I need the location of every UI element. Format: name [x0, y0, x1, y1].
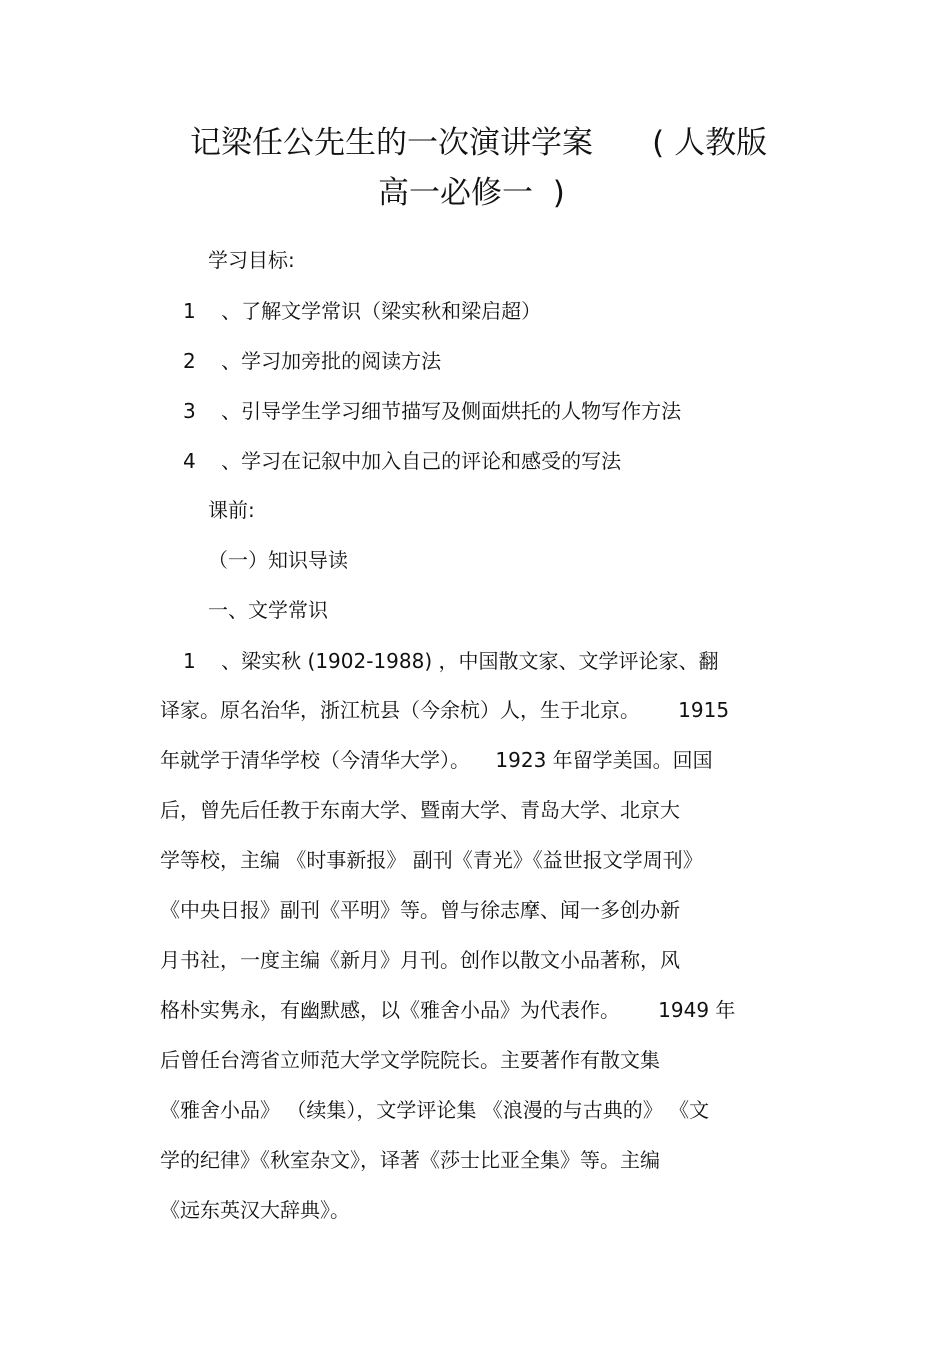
paragraph-line: 学等校，主编 《时事新报》 副刊《青光》《益世报文学周刊》 — [160, 848, 703, 872]
objective-item: 4 、学习在记叙中加入自己的评论和感受的写法 — [183, 449, 622, 473]
paragraph-line: 后曾任台湾省立师范大学文学院院长。主要著作有散文集 — [160, 1048, 660, 1072]
paragraph-line: 月书社，一度主编《新月》月刊。创作以散文小品著称，风 — [160, 948, 680, 972]
objective-item: 2 、学习加旁批的阅读方法 — [183, 349, 442, 373]
section-heading: （一）知识导读 — [208, 548, 348, 572]
paragraph-line: 年就学于清华学校（今清华大学）。 1923 年留学美国。回国 — [160, 748, 713, 772]
document-title-line-1: 记梁任公先生的一次演讲学案 ( 人教版 — [190, 125, 768, 161]
paragraph-line: 《远东英汉大辞典》。 — [160, 1198, 350, 1222]
paragraph-line: 后，曾先后任教于东南大学、暨南大学、青岛大学、北京大 — [160, 798, 680, 822]
preclass-heading: 课前: — [208, 498, 255, 522]
objectives-heading: 学习目标: — [208, 248, 295, 272]
paragraph-line: 《雅舍小品》 （续集），文学评论集 《浪漫的与古典的》 《文 — [160, 1098, 710, 1122]
paragraph-line: 1 、梁实秋 (1902-1988) ，中国散文家、文学评论家、翻 — [183, 649, 719, 673]
objective-item: 1 、了解文学常识（梁实秋和梁启超） — [183, 299, 542, 323]
paragraph-line: 格朴实隽永，有幽默感，以《雅舍小品》为代表作。 1949 年 — [160, 998, 736, 1022]
paragraph-line: 译家。原名治华，浙江杭县（今余杭）人，生于北京。 1915 — [160, 698, 730, 722]
paragraph-line: 《中央日报》副刊《平明》等。曾与徐志摩、闻一多创办新 — [160, 898, 680, 922]
document-title-line-2: 高一必修一 ) — [378, 175, 565, 211]
objective-item: 3 、引导学生学习细节描写及侧面烘托的人物写作方法 — [183, 399, 682, 423]
paragraph-line: 学的纪律》《秋室杂文》，译著《莎士比亚全集》等。主编 — [160, 1148, 660, 1172]
subsection-heading: 一、文学常识 — [208, 598, 328, 622]
